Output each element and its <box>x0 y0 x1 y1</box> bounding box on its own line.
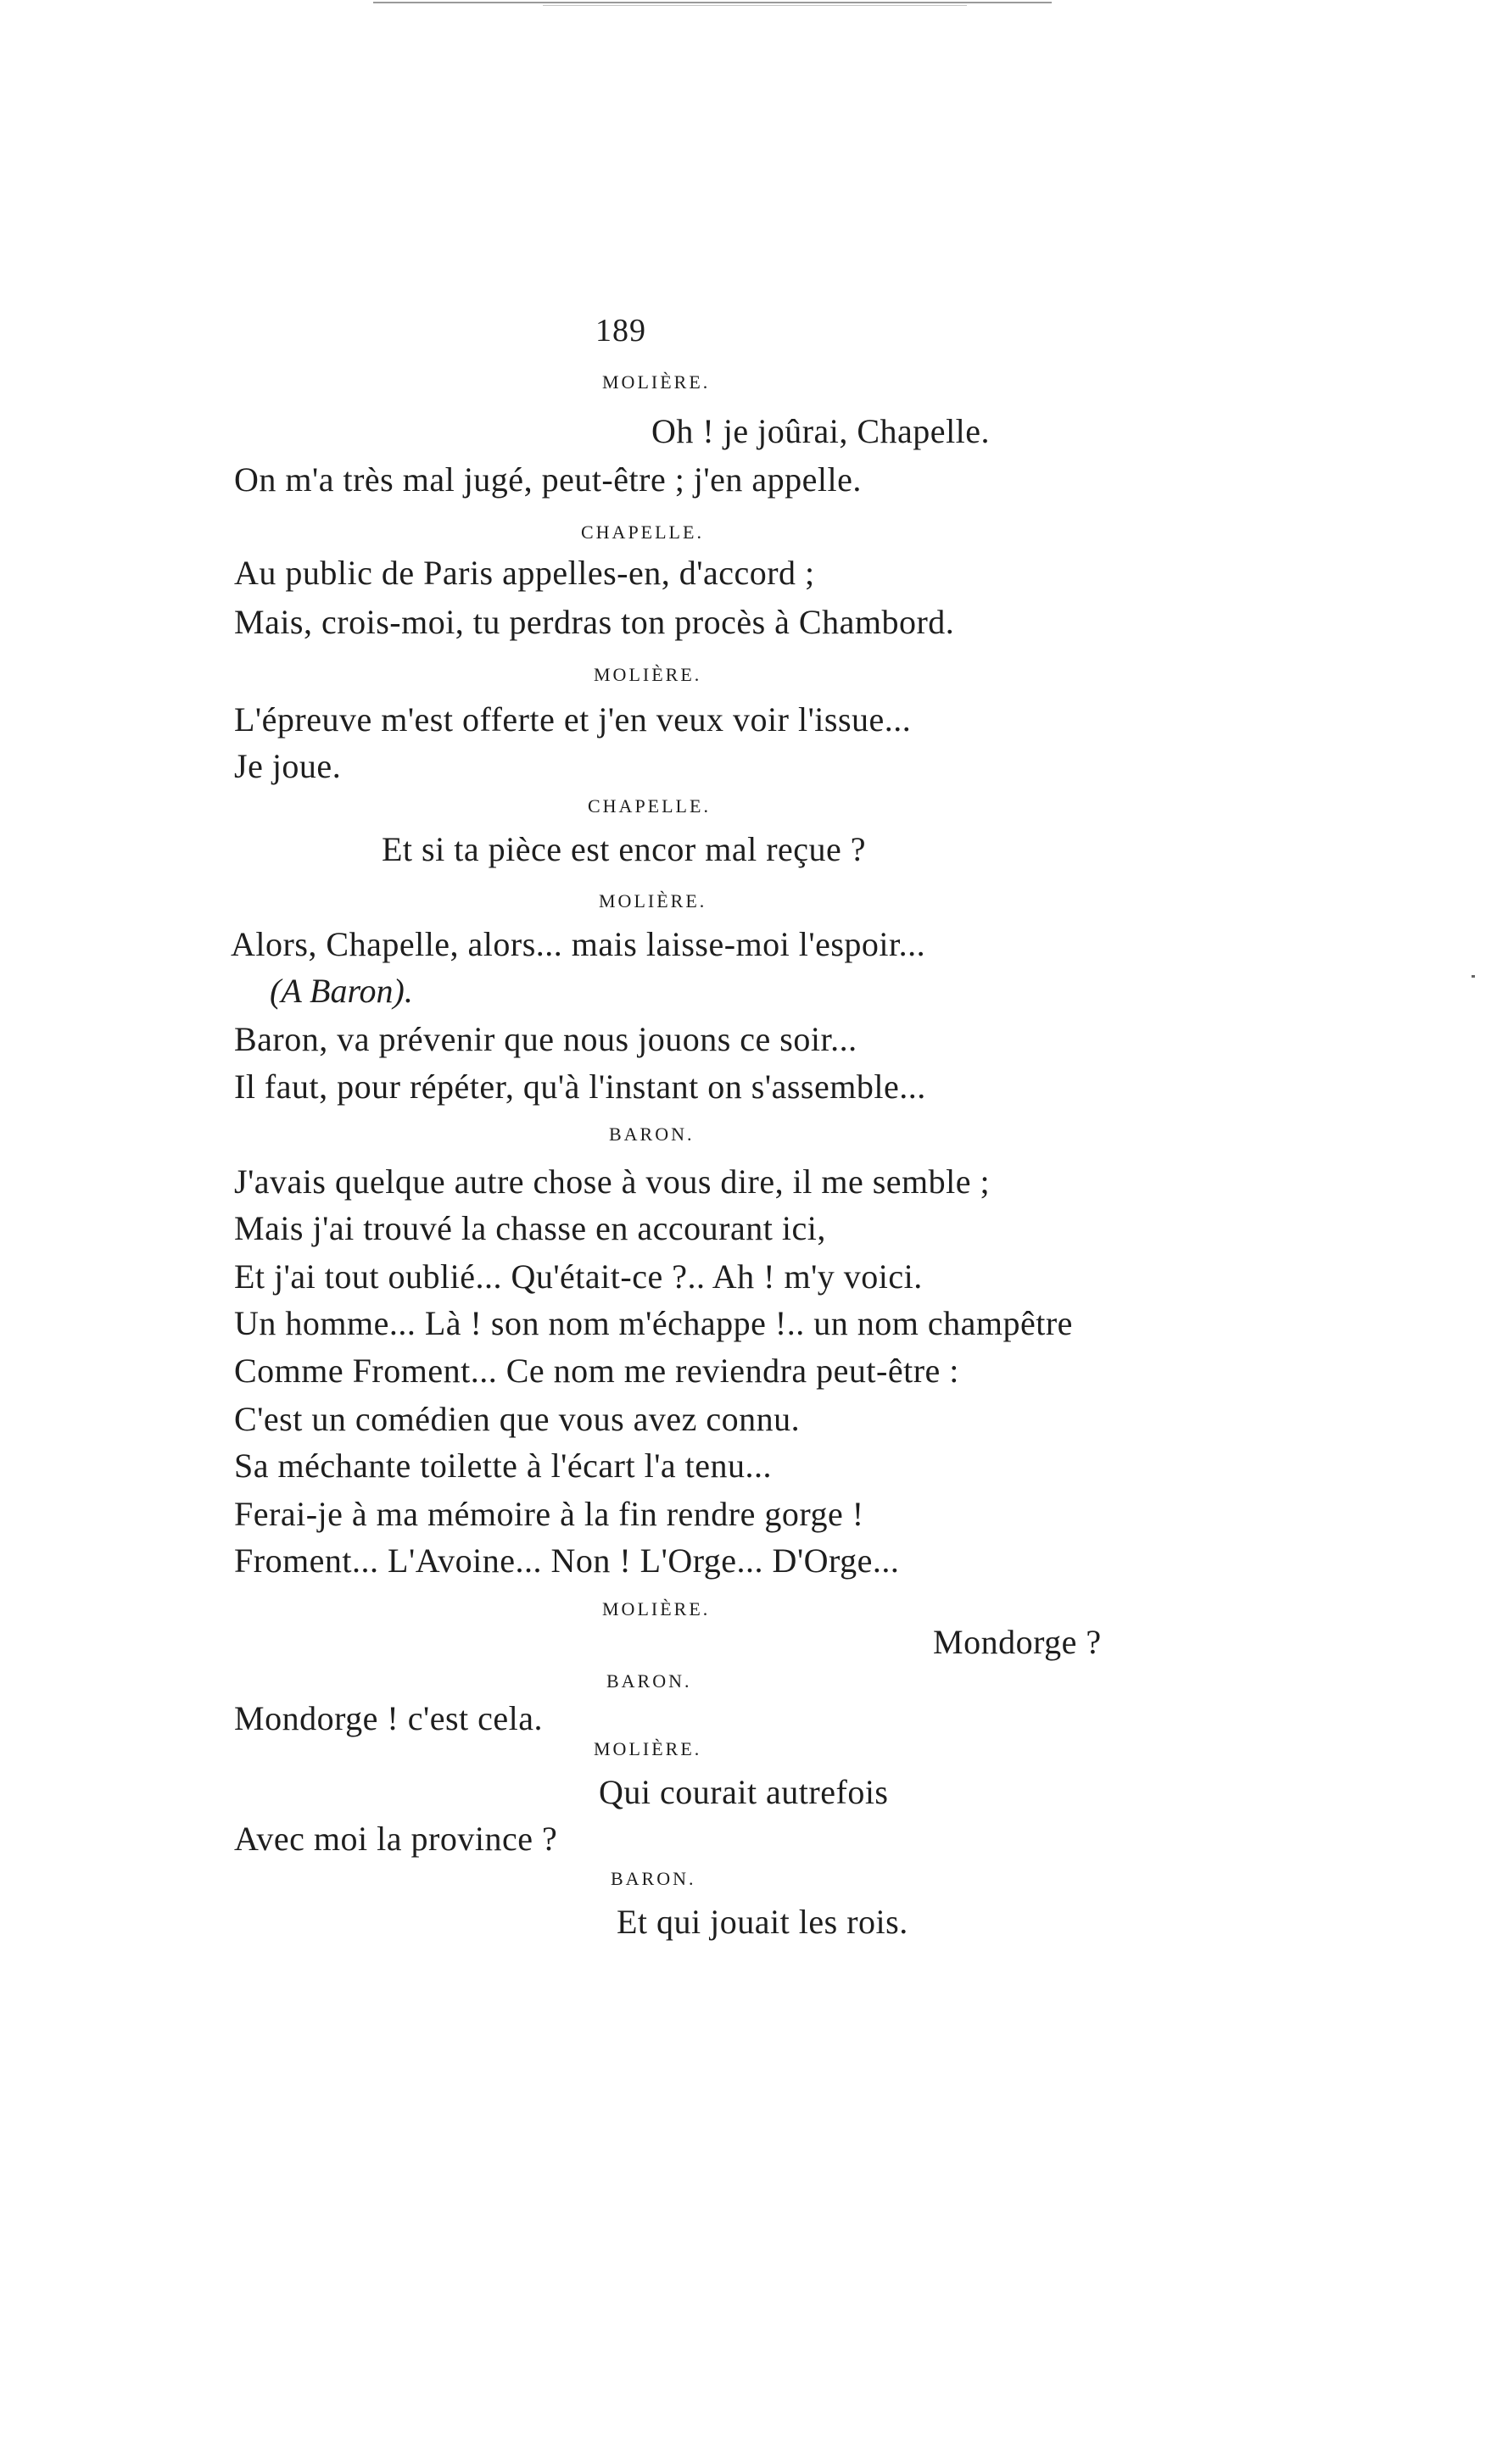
verse-line: Ferai-je à ma mémoire à la fin rendre gorge ! <box>234 1495 864 1533</box>
verse-line: J'avais quelque autre chose à vous dire, il me semble ; <box>234 1162 991 1201</box>
verse-line: Et qui jouait les rois. <box>617 1903 908 1941</box>
verse-line: L'épreuve m'est offerte et j'en veux voir l'issue... <box>234 700 912 739</box>
speaker-label-moliere: MOLIÈRE. <box>594 664 702 685</box>
verse-line: Froment... L'Avoine... Non ! L'Orge... D'Orge... <box>234 1541 900 1580</box>
verse-line: On m'a très mal jugé, peut-être ; j'en appelle. <box>234 460 862 499</box>
verse-line: Alors, Chapelle, alors... mais laisse-moi l'espoir... <box>231 925 926 963</box>
verse-line: Et si ta pièce est encor mal reçue ? <box>382 830 867 868</box>
verse-line: Avec moi la province ? <box>234 1820 558 1858</box>
verse-line: Qui courait autrefois <box>599 1773 889 1811</box>
top-scan-rule <box>373 2 1052 3</box>
verse-line: Mais, crois-moi, tu perdras ton procès à Chambord. <box>234 603 955 641</box>
speaker-label-baron: BARON. <box>609 1123 695 1145</box>
verse-line: Je joue. <box>234 747 342 785</box>
stage-direction: (A Baron). <box>270 972 413 1010</box>
verse-line: Au public de Paris appelles-en, d'accord ; <box>234 554 815 592</box>
verse-line: Mondorge ! c'est cela. <box>234 1699 544 1737</box>
page-number: 189 <box>595 313 646 348</box>
top-scan-rule-secondary <box>543 5 967 6</box>
verse-line: Sa méchante toilette à l'écart l'a tenu... <box>234 1447 773 1485</box>
verse-line: C'est un comédien que vous avez connu. <box>234 1400 801 1438</box>
speaker-label-chapelle: CHAPELLE. <box>588 795 711 817</box>
speaker-label-moliere: MOLIÈRE. <box>602 371 711 393</box>
verse-line: Oh ! je joûrai, Chapelle. <box>651 412 991 450</box>
verse-line: Et j'ai tout oublié... Qu'était-ce ?.. Ah ! m'y voici. <box>234 1257 923 1296</box>
speaker-label-moliere: MOLIÈRE. <box>594 1738 702 1759</box>
speaker-label-chapelle: CHAPELLE. <box>581 521 704 543</box>
verse-line: Il faut, pour répéter, qu'à l'instant on s'assemble... <box>234 1068 926 1106</box>
verse-line: Baron, va prévenir que nous jouons ce soir... <box>234 1020 857 1058</box>
speaker-label-moliere: MOLIÈRE. <box>599 890 707 911</box>
speaker-label-baron: BARON. <box>611 1868 696 1889</box>
speaker-label-baron: BARON. <box>606 1670 692 1692</box>
scan-speck <box>1472 975 1475 978</box>
verse-line: Mondorge ? <box>933 1623 1102 1661</box>
speaker-label-moliere: MOLIÈRE. <box>602 1598 711 1619</box>
verse-line: Mais j'ai trouvé la chasse en accourant ici, <box>234 1209 826 1247</box>
verse-line: Un homme... Là ! son nom m'échappe !.. un nom champêtre <box>234 1304 1073 1342</box>
verse-line: Comme Froment... Ce nom me reviendra peut-être : <box>234 1352 959 1390</box>
